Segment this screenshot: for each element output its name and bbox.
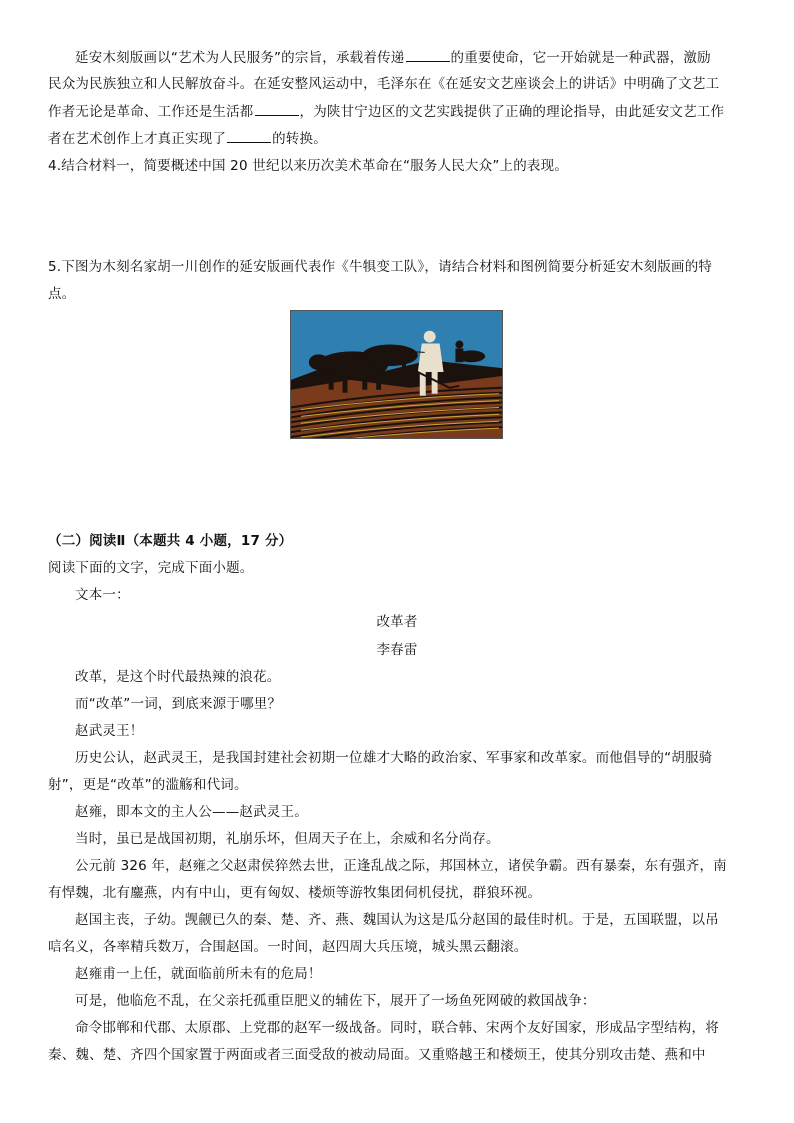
article-author: 李春雷 [376, 642, 418, 658]
article-paragraph: 赵国主丧，子幼。觊觎已久的秦、楚、齐、燕、魏国认为这是瓜分赵国的最佳时机。于是，五国联盟，以吊 [75, 912, 719, 928]
text-segment: ，为陕甘宁边区的文艺实践提供了正确的理论指导，由此延安文艺工作 [299, 104, 725, 120]
text-segment: 延安木刻版画以“艺术为人民服务”的宗旨，承载着传递 [75, 50, 405, 66]
paragraph-line [48, 101, 748, 122]
article-paragraph: 改革，是这个时代最热辣的浪花。 [75, 669, 281, 685]
text-segment: 的重要使命，它一开始就是一种武器，激励 [450, 50, 711, 66]
paragraph-line [75, 47, 748, 68]
paragraph-line: 民众为民族独立和人民解放奋斗。在延安整风运动中，毛泽东在《在延安文艺座谈会上的讲话》中明确了文艺工 [48, 76, 720, 92]
article-title: 改革者 [376, 614, 418, 630]
text-segment: 作者无论是革命、工作还是生活都 [48, 104, 254, 120]
answer-blank[interactable] [406, 47, 450, 62]
section-heading: （二）阅读Ⅱ（本题共 4 小题，17 分） [48, 533, 293, 549]
answer-blank[interactable] [227, 128, 271, 143]
question-5-line: 点。 [48, 286, 76, 302]
article-paragraph: 当时，虽已是战国初期，礼崩乐坏，但周天子在上，余威和名分尚存。 [75, 831, 500, 847]
question-5-line: 5.下图为木刻名家胡一川创作的延安版画代表作《牛犋变工队》，请结合材料和图例简要分析延安木刻版画的特 [48, 259, 713, 275]
article-paragraph: 赵雍，即本文的主人公——赵武灵王。 [75, 804, 308, 820]
paragraph-line [48, 128, 748, 149]
text-segment: 者在艺术创作上才真正实现了 [48, 131, 227, 147]
article-paragraph: 可是，他临危不乱，在父亲托孤重臣肥义的辅佐下，展开了一场鱼死网破的救国战争： [75, 993, 596, 1009]
text-segment: 的转换。 [272, 131, 327, 147]
article-paragraph: 而“改革”一词，到底来源于哪里？ [75, 696, 282, 712]
article-paragraph: 历史公认，赵武灵王，是我国封建社会初期一位雄才大略的政治家、军事家和改革家。而他倡导的“胡服骑 [75, 750, 713, 766]
article-paragraph: 唁名义，各率精兵数万，合围赵国。一时间，赵四周大兵压境，城头黑云翻滚。 [48, 939, 528, 955]
instruction-text: 阅读下面的文字，完成下面小题。 [48, 560, 254, 576]
article-paragraph: 赵武灵王！ [75, 723, 144, 739]
article-paragraph: 公元前 326 年，赵雍之父赵肃侯猝然去世，正逢乱战之际，邦国林立，诸侯争霸。西有暴秦，东有强齐，南 [75, 858, 727, 874]
article-paragraph: 命令邯郸和代郡、太原郡、上党郡的赵军一级战备。同时，联合韩、宋两个友好国家，形成品字型结构，将 [75, 1020, 719, 1036]
article-paragraph: 秦、魏、楚、齐四个国家置于两面或者三面受敌的被动局面。又重赂越王和楼烦王，使其分别攻击楚、燕和中 [48, 1047, 706, 1063]
woodcut-print-image [290, 310, 503, 439]
answer-blank[interactable] [255, 101, 299, 116]
woodcut-illustration [291, 311, 502, 438]
article-paragraph: 有悍魏，北有鏖燕，内有中山，更有匈奴、楼烦等游牧集团伺机侵扰，群狼环视。 [48, 885, 542, 901]
article-paragraph: 射”，更是“改革”的滥觞和代词。 [48, 777, 248, 793]
article-paragraph: 赵雍甫一上任，就面临前所未有的危局！ [75, 966, 322, 982]
text-label: 文本一： [75, 587, 130, 603]
question-4: 4.结合材料一，简要概述中国 20 世纪以来历次美术革命在“服务人民大众”上的表现。 [48, 158, 569, 174]
